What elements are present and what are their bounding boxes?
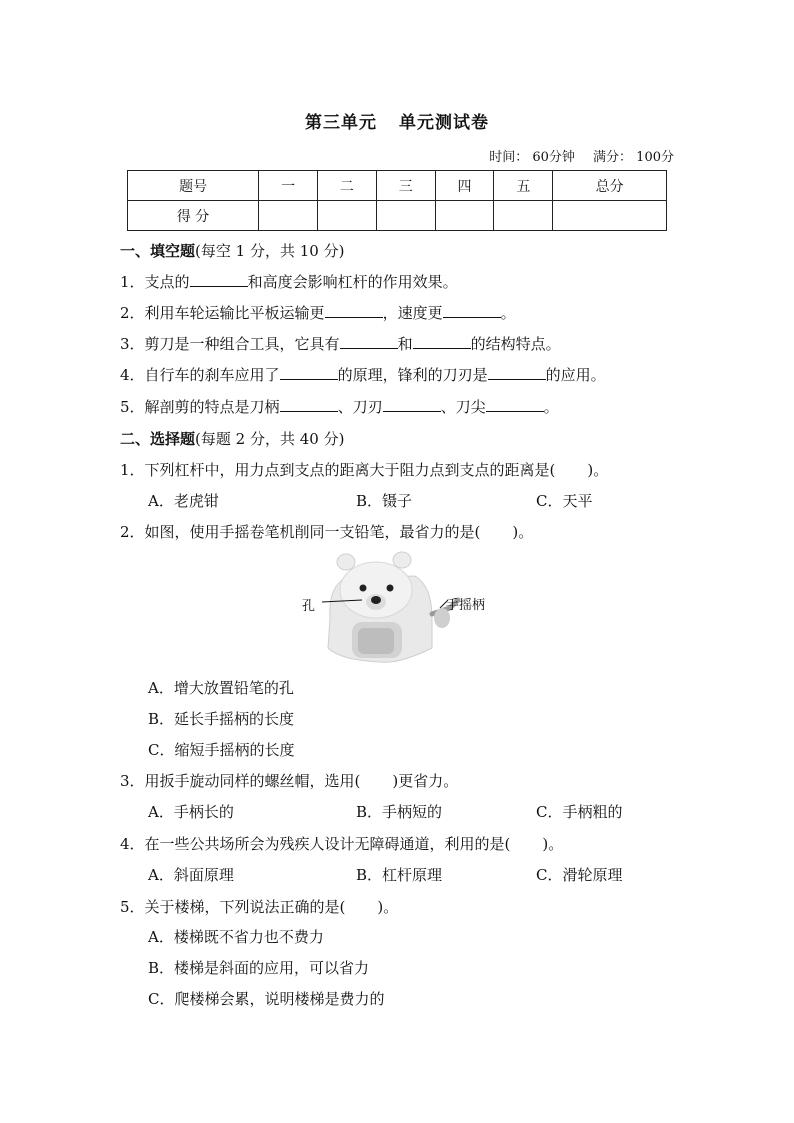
choice-question-1 [120,459,608,480]
question-text: 。 [500,304,516,322]
option-c[interactable]: C．缩短手摇柄的长度 [148,741,295,759]
question-text: 、刀尖 [440,398,486,416]
question-text: 和高度会影响杠杆的作用效果。 [247,273,458,291]
question-text: 自行车的刹车应用了 [144,366,280,384]
option-a[interactable]: A．增大放置铅笔的孔 [148,679,294,697]
choice-question-3 [120,770,458,791]
question-text: 3．用扳手旋动同样的螺丝帽，选用( [120,772,361,790]
pencil-sharpener-figure [300,548,500,666]
answer-blank[interactable] [280,397,338,412]
exam-meta [485,146,674,165]
header-cell: 五 [494,171,553,201]
question-text: 的原理，锋利的刀刃是 [337,366,488,384]
section-2-heading [120,428,344,449]
question-text: 和 [397,335,413,353]
answer-blank[interactable] [190,272,248,287]
fill-question-5 [120,396,559,417]
title-unit: 第三单元 [305,113,377,133]
option-c[interactable]: C．爬楼梯会累，说明楼梯是费力的 [148,990,385,1008]
header-cell: 二 [317,171,376,201]
question-text: 。 [543,398,559,416]
question-text: 利用车轮运输比平板运输更 [144,304,325,322]
hole-label: 孔 [302,599,316,614]
score-cell[interactable] [435,201,494,231]
score-table-header-row [128,171,667,201]
answer-blank[interactable] [383,397,441,412]
score-table [127,170,667,231]
option-b[interactable]: B．延长手摇柄的长度 [148,710,295,728]
score-table-score-row [128,201,667,231]
full-score: 满分： 100分 [593,150,674,165]
answer-blank[interactable] [488,365,546,380]
question-text: 5．关于楼梯，下列说法正确的是( [120,898,346,916]
option-a[interactable]: A．楼梯既不省力也不费力 [148,928,324,946]
section-1-title: 一、填空题 [120,242,196,260]
option-b[interactable]: B．手柄短的 [356,803,443,821]
question-text: 的应用。 [545,366,606,384]
question-number: 2． [120,304,145,322]
crank-label: 手摇柄 [446,598,486,613]
question-text: 、刀刃 [337,398,383,416]
score-cell[interactable] [494,201,553,231]
fill-question-1 [120,271,458,292]
choice-question-4 [120,833,563,854]
option-c[interactable]: C．滑轮原理 [536,866,623,884]
choice-question-2 [120,521,533,542]
section-1-heading [120,240,344,261]
answer-blank[interactable] [413,334,471,349]
score-row-label: 得 分 [128,201,259,231]
question-text: )。 [512,523,534,541]
score-cell[interactable] [317,201,376,231]
score-cell[interactable] [553,201,667,231]
fill-question-3 [120,333,561,354]
option-c[interactable]: C．手柄粗的 [536,803,623,821]
header-cell: 四 [435,171,494,201]
answer-blank[interactable] [325,303,383,318]
fill-question-2 [120,302,516,323]
question-text: 的结构特点。 [470,335,561,353]
option-a[interactable]: A．老虎钳 [148,492,219,510]
score-cell[interactable] [376,201,435,231]
question-text: )更省力。 [392,772,459,790]
answer-blank[interactable] [280,365,338,380]
question-text: 剪刀是一种组合工具，它具有 [144,335,340,353]
question-text: )。 [377,898,399,916]
question-text: 2．如图，使用手摇卷笔机削同一支铅笔，最省力的是( [120,523,481,541]
time-limit: 时间： 60分钟 [489,150,575,165]
question-text: ，速度更 [382,304,443,322]
answer-blank[interactable] [486,397,544,412]
question-text: )。 [542,835,564,853]
question-text: 解剖剪的特点是刀柄 [144,398,280,416]
choice-question-5 [120,896,398,917]
answer-blank[interactable] [340,334,398,349]
option-b[interactable]: B．镊子 [356,492,413,510]
section-1-note: (每空 1 分，共 10 分) [195,242,345,260]
page-title [0,108,794,133]
question-text: 支点的 [144,273,190,291]
section-2-note: (每题 2 分，共 40 分) [195,430,345,448]
question-text: )。 [587,461,609,479]
option-a[interactable]: A．手柄长的 [148,803,234,821]
header-cell: 一 [259,171,318,201]
header-cell: 题号 [128,171,259,201]
fill-question-4 [120,364,606,385]
header-cell: 总分 [553,171,667,201]
question-number: 4． [120,366,145,384]
section-2-title: 二、选择题 [120,430,196,448]
question-text: 4．在一些公共场所会为残疾人设计无障碍通道，利用的是( [120,835,511,853]
header-cell: 三 [376,171,435,201]
question-number: 5． [120,398,145,416]
question-number: 1． [120,273,145,291]
question-text: 1．下列杠杆中，用力点到支点的距离大于阻力点到支点的距离是( [120,461,556,479]
title-test: 单元测试卷 [399,113,489,133]
score-cell[interactable] [259,201,318,231]
question-number: 3． [120,335,145,353]
answer-blank[interactable] [443,303,501,318]
option-a[interactable]: A．斜面原理 [148,866,234,884]
option-c[interactable]: C．天平 [536,492,593,510]
option-b[interactable]: B．楼梯是斜面的应用，可以省力 [148,959,370,977]
option-b[interactable]: B．杠杆原理 [356,866,443,884]
